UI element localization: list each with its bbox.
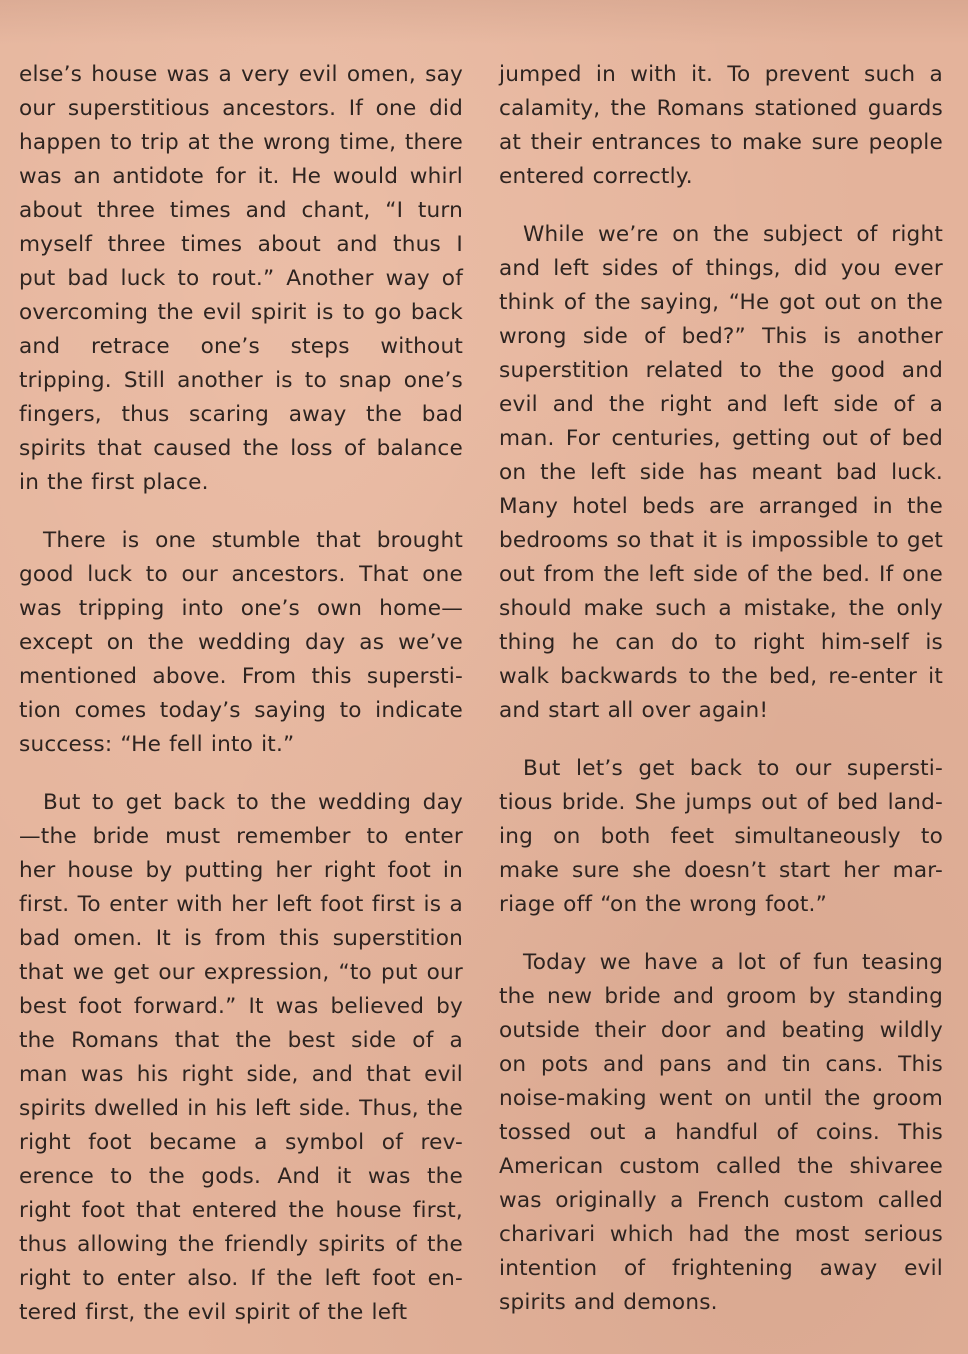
paragraph-right-1: jumped in with it. To prevent such a calamity, the Romans stationed guards at their entrances to make sure people entered correctly. xyxy=(499,62,943,189)
paragraph-left-1: else’s house was a very evil omen, say our superstitious ancestors. If one did happen to trip at the wrong time, there was an antidote for it. He would whirl about three times and chant, “I turn myself three times about and thus I put bad luck to rout.” Another way of overcoming the evil spirit is to go back and retrace one’s steps without tripping. Still another is to snap one’s fingers, thus scaring away the bad spirits that caused the loss of balance in the first place. xyxy=(19,62,463,495)
paragraph-right-3: But let’s get back to our supersti-tious bride. She jumps out of bed land-ing on both feet simultaneously to make sure she doesn’t start her mar-riage off “on the wrong foot.” xyxy=(499,756,943,917)
right-column xyxy=(499,58,943,1344)
paragraph-left-3: But to get back to the wedding day —the bride must remember to enter her house by putting her right foot in first. To enter with her left foot first is a bad omen. It is from this superstition that we get our expression, “to put our best foot forward.” It was believed by the Romans that the best side of a man was his right side, and that evil spirits dwelled in his left side. Thus, the right foot became a symbol of rev-erence to the gods. And it was the right foot that entered the house first, thus allowing the friendly spirits of the right to enter also. If the left foot en-tered first, the evil spirit of the left xyxy=(19,790,463,1325)
paragraph-right-2: While we’re on the subject of right and left sides of things, did you ever think of the saying, “He got out on the wrong side of bed?” This is another superstition related to the good and evil and the right and left side of a man. For centuries, getting out of bed on the left side has meant bad luck. Many hotel beds are arranged in the bedrooms so that it is impossible to get out from the left side of the bed. If one should make such a mistake, the only thing he can do to right him-self is walk backwards to the bed, re-enter it and start all over again! xyxy=(499,222,943,723)
paragraph-left-2: There is one stumble that brought good luck to our ancestors. That one was tripping into one’s own home—except on the wedding day as we’ve mentioned above. From this supersti-tion comes today’s saying to indicate success: “He fell into it.” xyxy=(19,528,463,757)
paragraph-right-4: Today we have a lot of fun teasing the new bride and groom by standing outside their door and beating wildly on pots and pans and tin cans. This noise-making went on until the groom tossed out a handful of coins. This American custom called the shivaree was originally a French custom called charivari which had the most serious intention of frightening away evil spirits and demons. xyxy=(499,950,943,1315)
left-column xyxy=(19,58,463,1354)
header-strip xyxy=(0,0,968,44)
